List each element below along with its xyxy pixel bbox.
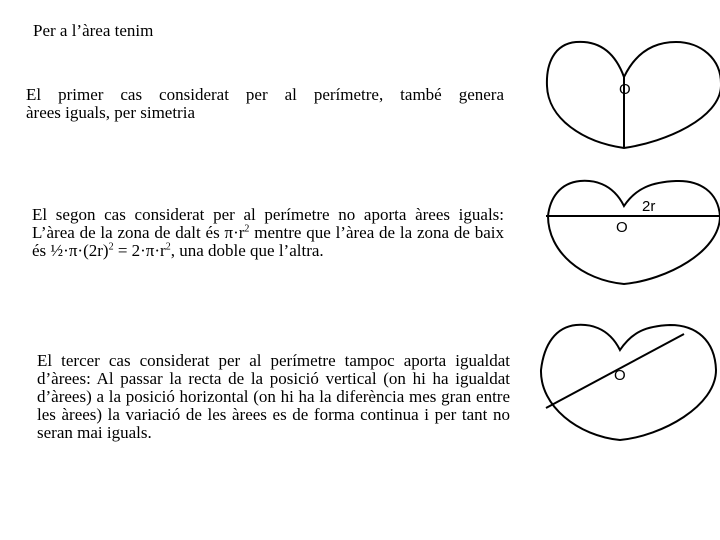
- case2-text-end: , una doble que l’altra.: [170, 241, 324, 260]
- fig1-label-o: O: [619, 81, 631, 98]
- case1-paragraph: [26, 86, 504, 122]
- case2-text-start: El segon cas considerat per al perímetre no aporta àrees iguals: L’àrea de la zona de dalt és π·r: [32, 205, 504, 242]
- fig2-label-o: O: [616, 219, 628, 236]
- case2-exp-1: 2: [244, 223, 250, 235]
- case2-exp-2: 2: [108, 241, 114, 253]
- heart-outline-1: [547, 42, 720, 148]
- heart-outline-3: [541, 325, 716, 440]
- case1-line1: El primer cas considerat per al perímetre, també genera: [26, 85, 504, 104]
- figure-horizontal-cut: [538, 172, 720, 294]
- case1-line2: àrees iguals, per simetria: [26, 103, 195, 122]
- case2-paragraph: [32, 206, 504, 260]
- case2-exp-3: 2: [165, 241, 171, 253]
- case2-text-mid1: mentre que l’àrea de la zona de baix és ½·π·(2r): [32, 223, 504, 260]
- fig3-label-o: O: [614, 367, 626, 384]
- figure-vertical-cut: [538, 30, 720, 160]
- fig2-label-2r: 2r: [642, 198, 656, 215]
- figure-diagonal-cut: [530, 312, 720, 452]
- case2-text-mid2: = 2·π·r: [113, 241, 166, 260]
- case3-paragraph: El tercer cas considerat per al perímetre tampoc aporta igualdat d’àrees: Al passar la recta de la posició vertical (on hi ha igualdat d’àrees) a la posició horizontal (on hi ha la diferència mes gran entre les àrees) la variació de les àrees es de forma continua i per tant no seran mai iguals.: [37, 351, 510, 442]
- heart-outline-2: [548, 181, 720, 284]
- page-title: Per a l’àrea tenim: [33, 21, 154, 40]
